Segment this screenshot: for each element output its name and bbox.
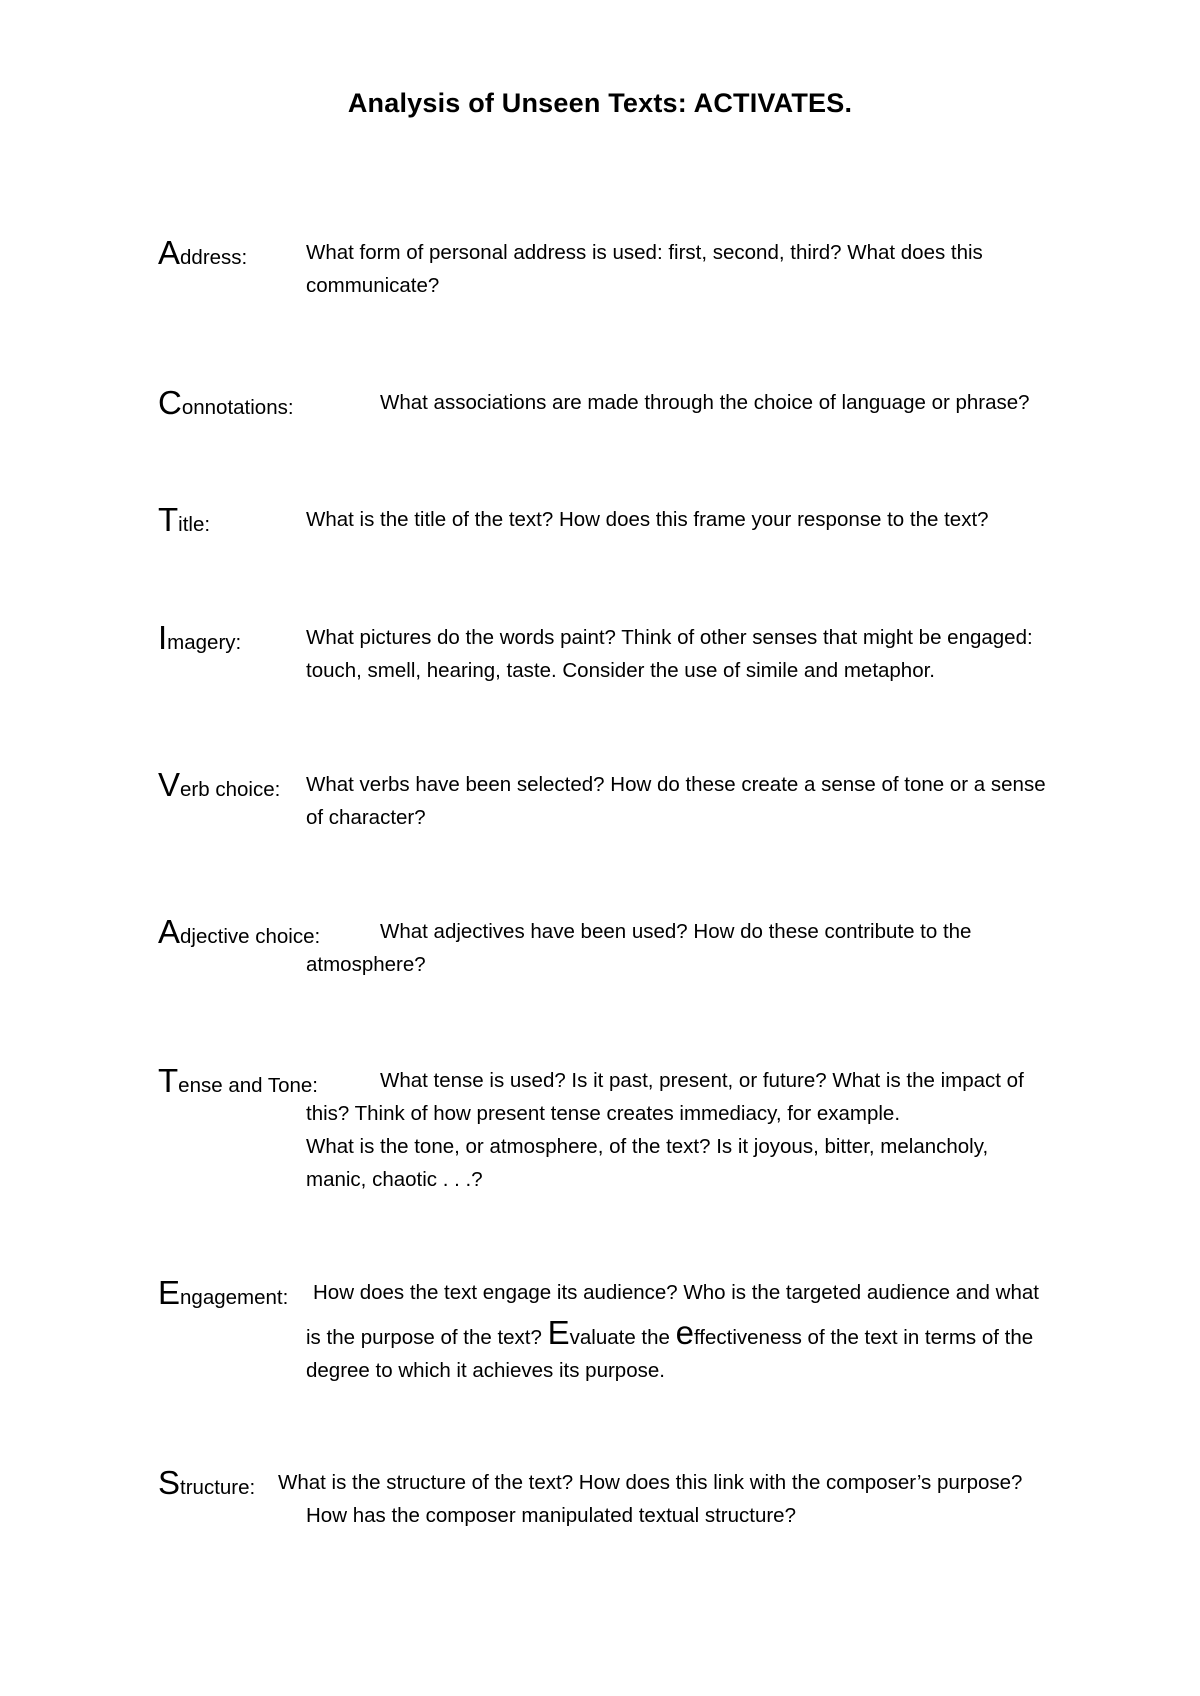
entry-description-continued [306,948,426,981]
description-line: this? Think of how present tense creates immediacy, for example. [306,1102,901,1125]
entry-description-continued [306,1499,796,1532]
term-rest: magery: [167,631,242,654]
effectiveness-initial: e [675,1314,694,1351]
entry-term [158,1276,288,1314]
description-line: What associations are made through the choice of language or phrase? [380,391,1030,414]
description-line: What is the tone, or atmosphere, of the text? Is it joyous, bitter, melancholy, [306,1135,989,1158]
entry-description [306,621,1033,687]
entry-term [158,768,280,806]
term-initial: A [158,913,181,950]
line-segment: valuate the [569,1326,676,1349]
term-rest: ngagement: [180,1286,289,1309]
description-line: manic, chaotic . . .? [306,1168,483,1191]
description-line: What tense is used? Is it past, present, or future? What is the impact of [380,1069,1024,1092]
term-rest: djective choice: [180,925,321,948]
line-segment: ffectiveness of the text in terms of the [693,1326,1034,1349]
entry-term [158,915,320,953]
description-line: What adjectives have been used? How do these contribute to the [380,920,972,943]
entry-term [158,503,210,541]
term-initial: I [158,619,168,656]
term-initial: T [158,501,179,538]
description-line: What is the structure of the text? How does this link with the composer’s purpose? [278,1471,1023,1494]
line-segment: is the purpose of the text? [306,1326,548,1349]
entry-term [158,236,247,274]
evaluate-initial: E [547,1314,570,1351]
term-rest: erb choice: [180,778,281,801]
description-line: of character? [306,806,426,829]
term-rest: ddress: [180,246,248,269]
description-line [306,1316,1033,1354]
term-rest: onnotations: [181,396,294,419]
entry-description [380,386,1030,419]
term-initial: S [158,1464,181,1501]
entry-description [306,768,1046,834]
entry-description [380,1064,1024,1097]
description-line: communicate? [306,274,440,297]
description-line: touch, smell, hearing, taste. Consider the use of simile and metaphor. [306,659,936,682]
description-line: degree to which it achieves its purpose. [306,1359,665,1382]
description-line: What is the title of the text? How does this frame your response to the text? [306,508,989,531]
entry-term [158,1064,318,1102]
entry-description [306,503,989,536]
entry-term [158,621,241,659]
description-line: What pictures do the words paint? Think of other senses that might be engaged: [306,626,1033,649]
term-rest: ense and Tone: [178,1074,318,1097]
entry-description-continued [306,1097,988,1196]
description-line: atmosphere? [306,953,426,976]
term-rest: tructure: [180,1476,256,1499]
entry-description [380,915,971,948]
entry-description [313,1276,1039,1309]
description-line: What form of personal address is used: first, second, third? What does this [306,241,983,264]
term-initial: V [158,766,181,803]
description-line: What verbs have been selected? How do these create a sense of tone or a sense [306,773,1046,796]
term-initial: E [158,1274,181,1311]
entry-term [158,1466,255,1504]
description-line: How has the composer manipulated textual structure? [306,1504,796,1527]
term-initial: C [158,384,182,421]
document-title: Analysis of Unseen Texts: ACTIVATES. [347,88,853,118]
term-initial: A [158,234,181,271]
term-initial: T [158,1062,179,1099]
entry-description [306,236,983,302]
entry-description [278,1466,1022,1499]
description-line: How does the text engage its audience? Who is the targeted audience and what [313,1281,1039,1304]
term-rest: itle: [178,513,211,536]
entry-description-continued [306,1316,1033,1387]
entry-term [158,386,294,424]
